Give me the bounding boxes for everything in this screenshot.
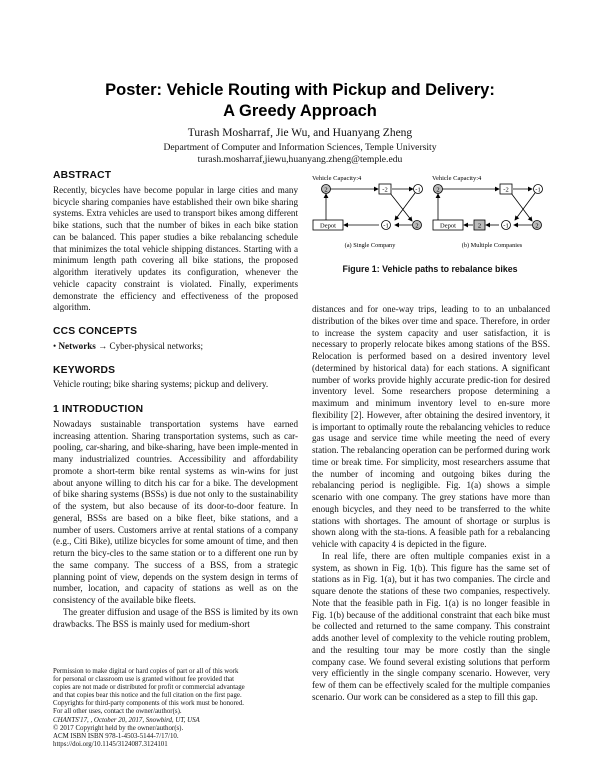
ccs-cyber: Cyber-physical networks; [109,340,204,351]
intro-line: of its door-to-door feature. In general, BSSs are based on a [53,501,298,523]
permission-line[interactable]: https://doi.org/10.1145/3124087.3124101 [53,740,168,748]
intro-line: company. The success of a BSS, from a strategic planning [53,559,299,582]
right-paragraph-2 [312,551,550,704]
permission-line: © 2017 Copyright held by the owner/author(s). [53,724,184,732]
ccs-heading: CCS CONCEPTS [53,326,138,337]
intro-paragraph-1 [53,419,298,607]
body-line: system, as shown in Fig. 1(b). This figure has the same set [312,562,543,573]
paper-title [40,80,560,122]
panel-b-capacity-label: Vehicle Capacity:4 [432,175,482,182]
abstract-line: bike sharing systems. Extra vehicles are used to transport [53,196,299,219]
abstract-line: many bicycle sharing companies have established their own [53,184,298,207]
permission-line: Copyrights for third-party components of this work must be honored. [53,700,244,708]
body-line: to be transferred to the white stations with shortages. The [312,503,550,526]
intro-paragraph-2 [53,607,298,631]
station-b-top-mid-label: -2 [503,186,509,194]
body-line: Fig. 1(a) shows a simple scenario with one company. The [312,480,550,502]
affiliation: Department of Computer and Information Sciences, Temple University [163,142,437,153]
intro-line: number, location, and capacity of stations as well as on the [53,583,298,594]
abstract-line: bikes in each bike station can be balanced. This paper studies [53,220,298,242]
right-paragraph-1 [312,304,550,551]
abstract-line: efficiency and effectiveness of the proposed algorithm. [53,290,298,313]
abstract-line: a bike rebalancing schedule that minimizes the total vehicle [53,231,298,254]
ccs-arrow: → [98,340,108,351]
panel-b-subcaption: (b) Multiple Companies [461,242,523,249]
permission-line: Permission to make digital or hard copies of part or all of this work [53,668,239,675]
depot-a-label: Depot [320,222,336,230]
body-line: of stations as in Fig. 1(a), but it has two companies. The [312,562,550,585]
ccs-networks: Networks [58,340,96,351]
permission-line: and that copies bear this notice and the full citation on the first page. [53,692,242,700]
figure-1 [310,172,550,272]
body-line: respectively. Note that the feasible path in Fig. 1(a) is no [312,586,550,608]
keywords-heading: KEYWORDS [53,364,116,376]
intro-line: consistency of the available bike fleets. [53,595,196,605]
permission-line: For all other uses, contact the owner/author(s). [53,708,182,716]
intro-line: mented in many industrialized countries. Accessibility and [53,442,298,464]
abstract-line: Recently, bicycles have become popular in large cities and [53,184,278,195]
body-line: single company scenario. However, very few of them can be [312,668,550,690]
body-line: to the vehicle routing problem, and the resulting tour may [312,633,550,655]
abstract-line: covering all bike stations, the proposed algorithm iteratively [53,255,299,277]
station-b-bot-left-label: 2 [477,222,482,230]
keywords-text: Vehicle routing; bike sharing systems; pickup and delivery. [53,379,269,390]
station-a-bot-right-label: 2 [415,222,419,230]
body-line: significant number of works provide highly accurate predic- [312,362,550,385]
permission-line: CHANTS'17, , October 20, 2017, Snowbird, UT, USA [53,716,200,724]
body-line: distances and for one-way trips, leading to to an unbalanced [312,304,550,314]
permission-line: ACM ISBN ISBN 978-1-4503-5144-7/17/10. [53,732,179,740]
body-line: inventory, it is important to optimally route the rebalancing [312,409,550,432]
depot-b-label: Depot [440,222,456,230]
body-line: sure more flexibility [2]. However, after obtaining the desired [312,398,550,420]
body-line: tion for desired inventory level. Some researchers propose [312,374,551,397]
permission-line: for personal or classroom use is granted without fee provided that [53,676,235,684]
intro-line: bicycles for some amount of time, and then return the bicy- [53,536,298,558]
station-b-top-left-label: 2 [436,186,440,194]
intro-line: its own drawbacks. The BSS is mainly used for medium-short [53,606,298,629]
figure-caption: Figure 1: Vehicle paths to rebalance bikes [342,264,518,274]
body-line: In real life, there are often multiple companies exist in a [322,550,550,561]
intro-line: bike. The development of bike sharing systems (BSSs) is due [53,477,298,500]
station-b-bot-mid-label: -1 [503,222,509,230]
body-line: grey stations have more than enough bicycles, and they need [312,492,550,514]
body-line: 4 is depicted in the figure. [391,539,487,549]
author-email: turash.mosharraf,jiewu,huanyang.zheng@temple.edu [197,154,403,165]
body-line: work can be considered as a step to fill this gap. [363,691,538,702]
intro-line: cles to the same station or to a different one run by the same [53,548,298,570]
body-line: circle and square denote the stations of these two companies, [312,574,550,596]
body-line: BSS. Relocation is performed based on a desired inventory [312,339,550,361]
author-list: Turash Mosharraf, Jie Wu, and Huanyang Zheng [187,127,413,139]
intro-line: arrive at rental stations of a company (e.g., Citi Bike), utilize [53,524,299,547]
ccs-concepts [53,341,298,353]
body-line: determining a maximum and minimum inventory level to en- [312,386,550,408]
title-line-2: A Greedy Approach [223,102,377,120]
right-column [312,304,550,704]
permission-line: copies are not made or distributed for profit or commercial advantage [53,684,245,692]
abstract-text [53,185,298,314]
body-line: vehicles to reduce gas usage and service time while meeting [312,421,550,444]
edge-b-4 [515,193,535,220]
panel-a-subcaption: (a) Single Company [344,242,396,249]
left-column [53,170,298,630]
abstract-line: constraint is violated. Finally, experiments demonstrate the [53,278,298,301]
intro-line: point of view, depends on the system design in terms of [87,571,298,582]
intro-line: bike fleet, bike stations, and a number of users. Customers [53,512,298,535]
body-line: is necessary to properly relocate bikes among stations of the [312,327,550,350]
body-line: order to increase the system capacity and user satisfaction, it [312,315,550,338]
intro-line: Nowadays sustainable transportation systems have earned [53,418,298,429]
intro-line: car-pooling, car-sharing, and bike-sharing, have been imple- [53,430,298,453]
body-line: company. This constraint adds another level of complexity [312,621,550,643]
panel-b [432,175,543,249]
abstract-heading: ABSTRACT [53,170,112,181]
body-line: be more costly than the single company case. We found [312,644,550,667]
station-a-top-right-label: -1 [415,186,421,194]
body-line: effectively scaled for the multiple companies scenario. Our [312,680,550,702]
body-line: longer feasible in Fig. 1(b) because of the additional constraint [312,597,550,620]
body-line: distribution of the bikes over time and space. Therefore, in [312,315,531,326]
abstract-line: bikes among different bike stations, such that the number of [53,208,298,230]
title-line-1: Poster: Vehicle Routing with Pickup and Delivery: [105,81,495,99]
abstract-line: shipping distances. Starting with a minimum length path [53,243,298,266]
intro-line: increasing attention. Sharing transportation systems, such as [53,430,285,441]
station-a-top-left-label: 2 [324,186,328,194]
body-line: tions. A feasible path for a rebalancing vehicle with capacity [312,527,551,549]
station-b-top-right-label: -1 [535,186,541,194]
body-line: performed during work time or break time. For simplicity, [312,445,551,467]
body-line: the need of every station. The rebalancing operation can be [312,433,550,455]
permission-notice [53,668,298,749]
intro-line: The greater diffusion and usage of the BSS is limited by [63,606,272,617]
body-line: amount of shortage or surplus is shown along with the sta- [312,515,550,538]
panel-a-capacity-label: Vehicle Capacity:4 [312,175,362,182]
intro-heading: 1 INTRODUCTION [53,404,144,415]
body-line: most researchers assume that the number of incoming and [312,456,550,479]
station-a-top-mid-label: -2 [382,186,388,194]
edge-b-3 [511,193,532,221]
body-line: that each bike must be collected and returned to the same [312,609,550,632]
edge-a-4 [390,193,412,221]
ccs-bullet: • [53,340,57,351]
abstract-line: updates its configuration, whenever the vehicle capacity [53,267,298,289]
intro-line: not only to the sustainability of the system, but also because [53,489,298,511]
edge-a-3 [395,193,415,220]
intro-line: win-wins for just about anyone willing to ditch his car for a [53,465,298,488]
body-line: outgoing bikes during the rebalancing period is negligible. [312,468,551,491]
figure-1-graphic [310,172,550,258]
intro-line: affordability promote a short-term bike rental systems as [53,454,298,476]
station-b-bot-right-label: 2 [535,222,539,230]
body-line: level (determined by historical data) for each stations. A [312,351,550,373]
body-line: several existing solutions that perform very efficiently in the [312,656,550,679]
station-a-bot-mid-label: -1 [383,222,389,230]
panel-a [312,175,423,249]
